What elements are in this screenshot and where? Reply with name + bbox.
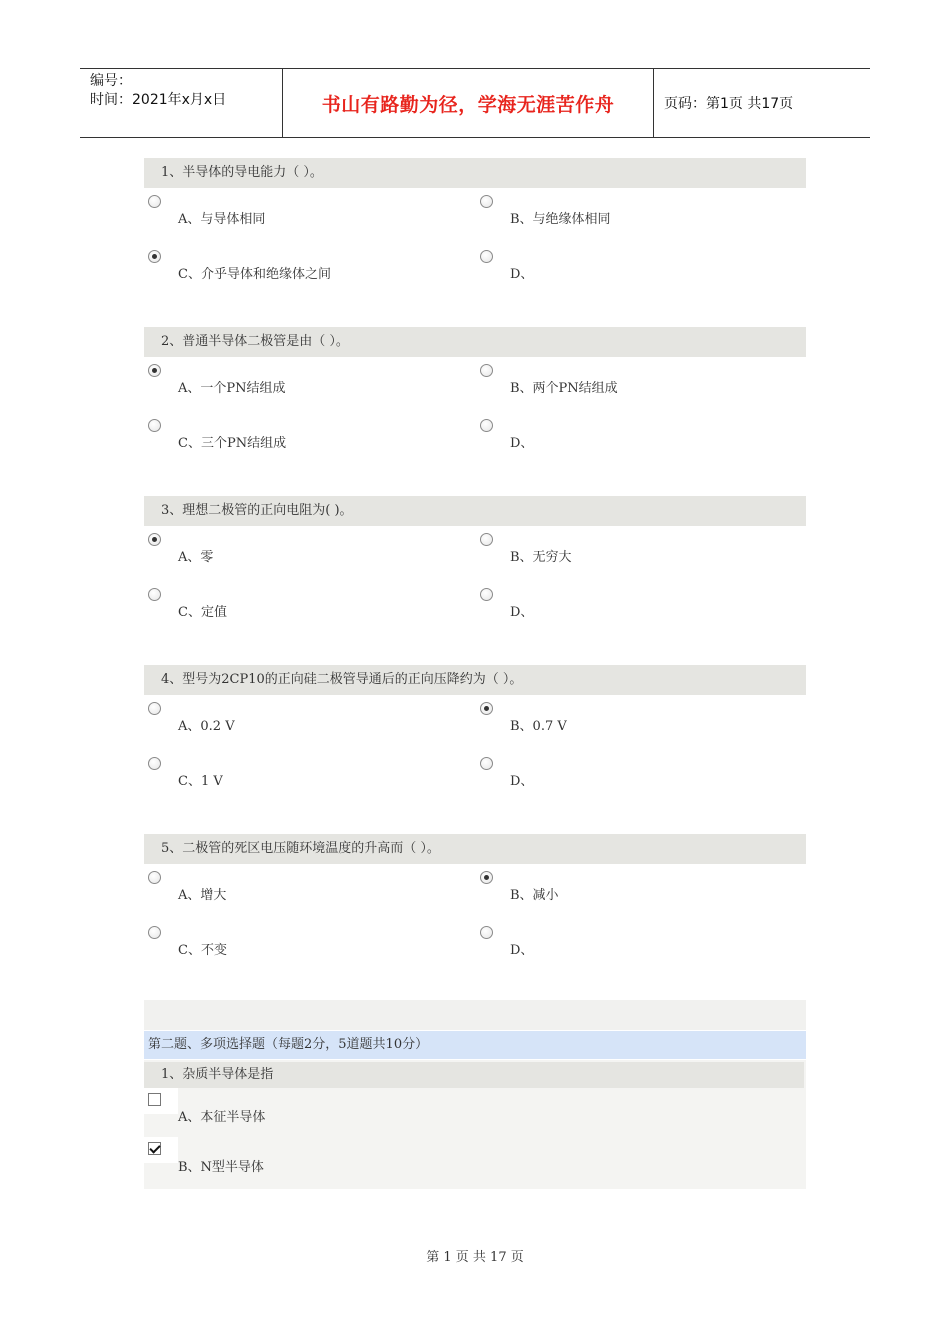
option-label: A、一个PN结组成 (178, 381, 286, 396)
option-label: A、增大 (178, 888, 227, 903)
option-label: A、0.2 V (178, 719, 235, 734)
time-label: 时间：2021年x月x日 (90, 92, 227, 108)
option-radio[interactable] (148, 533, 161, 546)
option-a-checkbox[interactable] (148, 1093, 161, 1106)
page-footer: 第 1 页 共 17 页 (426, 1250, 524, 1265)
question-title: 4、型号为2CP10的正向硅二极管导通后的正向压降约为（ ）。 (144, 665, 806, 695)
section-title: 第二题、多项选择题（每题2分，5道题共10分） (144, 1031, 806, 1059)
option-label: B、无穷大 (510, 550, 572, 565)
option-label: D、 (510, 605, 534, 620)
option-radio[interactable] (480, 250, 493, 263)
option-radio[interactable] (480, 926, 493, 939)
option-radio[interactable] (480, 871, 493, 884)
question-title: 3、理想二极管的正向电阻为( )。 (144, 496, 806, 526)
option-label: D、 (510, 267, 534, 282)
question-title: 1、杂质半导体是指 (144, 1062, 804, 1088)
option-label: C、定值 (178, 605, 227, 620)
option-radio[interactable] (480, 364, 493, 377)
option-radio[interactable] (148, 757, 161, 770)
option-label: C、1 V (178, 774, 223, 789)
option-b-checkbox[interactable] (148, 1142, 161, 1155)
option-label: D、 (510, 943, 534, 958)
option-radio[interactable] (480, 533, 493, 546)
option-radio[interactable] (148, 250, 161, 263)
question-title: 5、二极管的死区电压随环境温度的升高而（ ）。 (144, 834, 806, 864)
option-b-label: B、N型半导体 (178, 1160, 264, 1175)
option-label: D、 (510, 436, 534, 451)
option-label: C、不变 (178, 943, 227, 958)
option-radio[interactable] (480, 195, 493, 208)
option-label: C、三个PN结组成 (178, 436, 287, 451)
option-label: B、两个PN结组成 (510, 381, 618, 396)
option-radio[interactable] (148, 364, 161, 377)
option-radio[interactable] (480, 588, 493, 601)
number-label: 编号： (90, 73, 132, 89)
document-header (80, 68, 870, 138)
header-motto: 书山有路勤为径，学海无涯苦作舟 (282, 69, 654, 137)
option-radio[interactable] (148, 588, 161, 601)
option-label: B、减小 (510, 888, 559, 903)
option-label: A、零 (178, 550, 214, 565)
option-label: D、 (510, 774, 534, 789)
header-meta (80, 69, 282, 137)
option-radio[interactable] (148, 419, 161, 432)
option-label: C、介乎导体和绝缘体之间 (178, 267, 331, 282)
option-radio[interactable] (148, 926, 161, 939)
header-page-info: 页码：第1页 共17页 (664, 96, 794, 112)
question-title: 1、半导体的导电能力（ ）。 (144, 158, 806, 188)
option-radio[interactable] (480, 757, 493, 770)
section-spacer (144, 1000, 806, 1030)
option-radio[interactable] (148, 195, 161, 208)
option-radio[interactable] (480, 702, 493, 715)
option-label: B、与绝缘体相同 (510, 212, 611, 227)
option-a-label: A、本征半导体 (178, 1110, 266, 1125)
option-radio[interactable] (148, 702, 161, 715)
option-radio[interactable] (148, 871, 161, 884)
question-title: 2、普通半导体二极管是由（ ）。 (144, 327, 806, 357)
option-label: B、0.7 V (510, 719, 567, 734)
option-radio[interactable] (480, 419, 493, 432)
option-label: A、与导体相同 (178, 212, 266, 227)
